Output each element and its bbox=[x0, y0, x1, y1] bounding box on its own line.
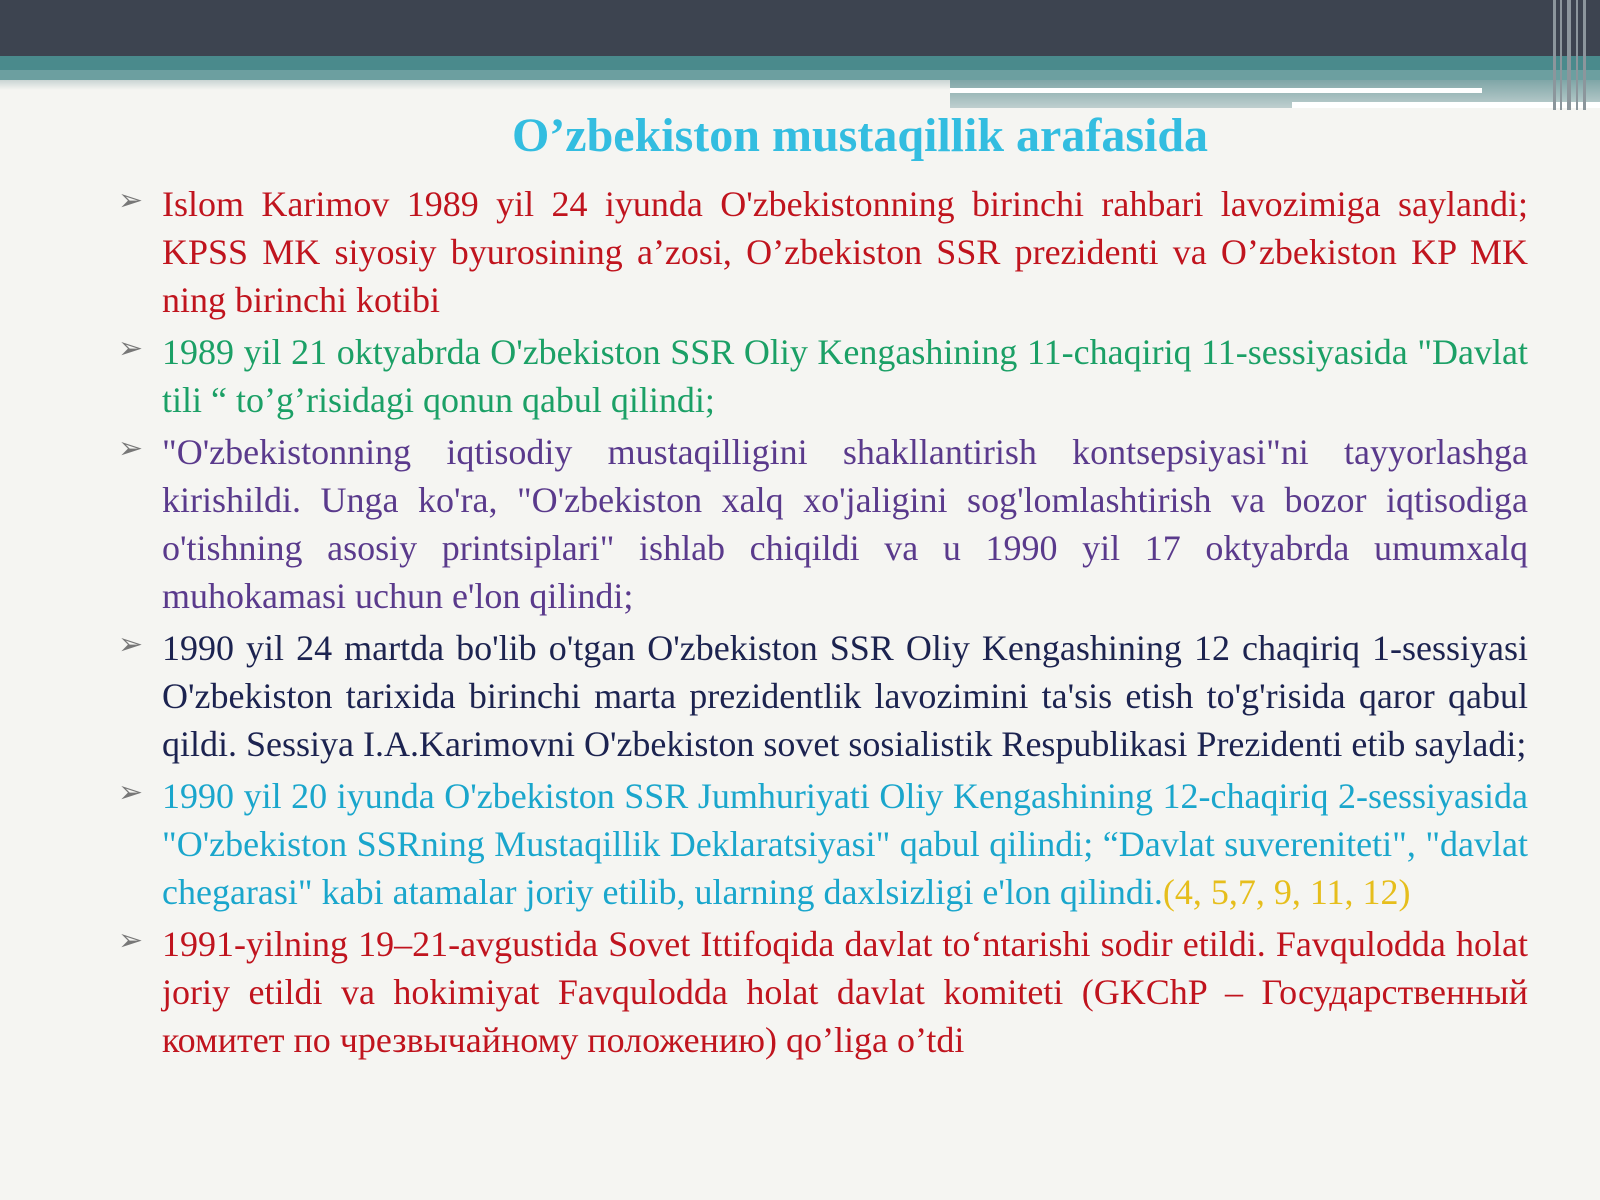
decor-stripe bbox=[1576, 0, 1578, 110]
bullet-text: 1989 yil 21 oktyabrda O'zbekiston SSR Oliy Kengashining 11-chaqiriq 11-sessiyasida "Davlat tili “ to’g’risidagi qonun qabul qilindi; bbox=[162, 332, 1528, 420]
bullet-text: "O'zbekistonning iqtisodiy mustaqilligini shakllantirish kontsepsiyasi"ni tayyorlashga kirishildi. Unga ko'ra, "O'zbekiston xalq xo'jaligini sog'lomlashtirish va bozor iqtisodiga o'tishning asosiy printsiplari" ishlab chiqildi va u 1990 yil 17 oktyabrda umumxalq muhokamasi uchun e'lon qilindi; bbox=[162, 432, 1528, 616]
header-bar-dark bbox=[0, 0, 1600, 56]
arrowhead-bullet-icon: ➢ bbox=[118, 184, 144, 217]
arrowhead-bullet-icon: ➢ bbox=[118, 432, 144, 465]
arrowhead-bullet-icon: ➢ bbox=[118, 924, 144, 957]
bullet-item bbox=[118, 920, 1528, 1064]
bullet-item bbox=[118, 428, 1528, 620]
bullet-text: 1990 yil 20 iyunda O'zbekiston SSR Jumhuriyati Oliy Kengashining 12-chaqiriq 2-sessiyasida "O'zbekiston SSRning Mustaqillik Deklaratsiyasi" qabul qilindi; “Davlat suvereniteti", "davlat chegarasi" kabi atamalar joriy etilib, ularning daxlsizligi e'lon qilindi. bbox=[162, 776, 1528, 912]
header-shadow bbox=[0, 80, 950, 90]
header-bar-teal bbox=[0, 56, 1600, 70]
arrowhead-bullet-icon: ➢ bbox=[118, 628, 144, 661]
arrowhead-bullet-icon: ➢ bbox=[118, 776, 144, 809]
bullet-text-wrapper bbox=[162, 772, 1528, 916]
bullet-item bbox=[118, 772, 1528, 916]
header-bar-teal-light bbox=[0, 70, 1600, 80]
decor-stripe bbox=[1567, 0, 1571, 110]
decor-stripe bbox=[1560, 0, 1562, 110]
bullet-item bbox=[118, 328, 1528, 424]
slide-title: O’zbekiston mustaqillik arafasida bbox=[511, 109, 1209, 162]
arrowhead-bullet-icon: ➢ bbox=[118, 332, 144, 365]
decor-stripe bbox=[1553, 0, 1556, 110]
decor-stripe bbox=[1583, 0, 1586, 110]
bullet-item bbox=[118, 624, 1528, 768]
bullet-text: 1990 yil 24 martda bo'lib o'tgan O'zbekiston SSR Oliy Kengashining 12 chaqiriq 1-sessiyasi O'zbekiston tarixida birinchi marta prezidentlik lavozimini ta'sis etish to'g'risida qaror qabul qildi. Sessiya I.A.Karimovni O'zbekiston sovet sosialistik Respublikasi Prezidenti etib sayladi; bbox=[162, 628, 1528, 764]
citation-refs: (4, 5,7, 9, 11, 12) bbox=[1162, 872, 1411, 912]
header-accent-line bbox=[950, 88, 1482, 93]
bullet-item bbox=[118, 180, 1528, 324]
bullet-text: 1991-yilning 19–21-avgustida Sovet Ittifoqida davlat to‘ntarishi sodir etildi. Favqulodda holat joriy etildi va hokimiyat Favqulodda holat davlat komiteti (GKChP – Государственный комитет по чрезвычайному положению) qo’liga o’tdi bbox=[162, 924, 1528, 1060]
bullet-list bbox=[118, 180, 1528, 1068]
bullet-text: Islom Karimov 1989 yil 24 iyunda O'zbekistonning birinchi rahbari lavozimiga saylandi; KPSS MK siyosiy byurosining a’zosi, O’zbekiston SSR prezidenti va O’zbekiston KP MK ning birinchi kotibi bbox=[162, 184, 1528, 320]
